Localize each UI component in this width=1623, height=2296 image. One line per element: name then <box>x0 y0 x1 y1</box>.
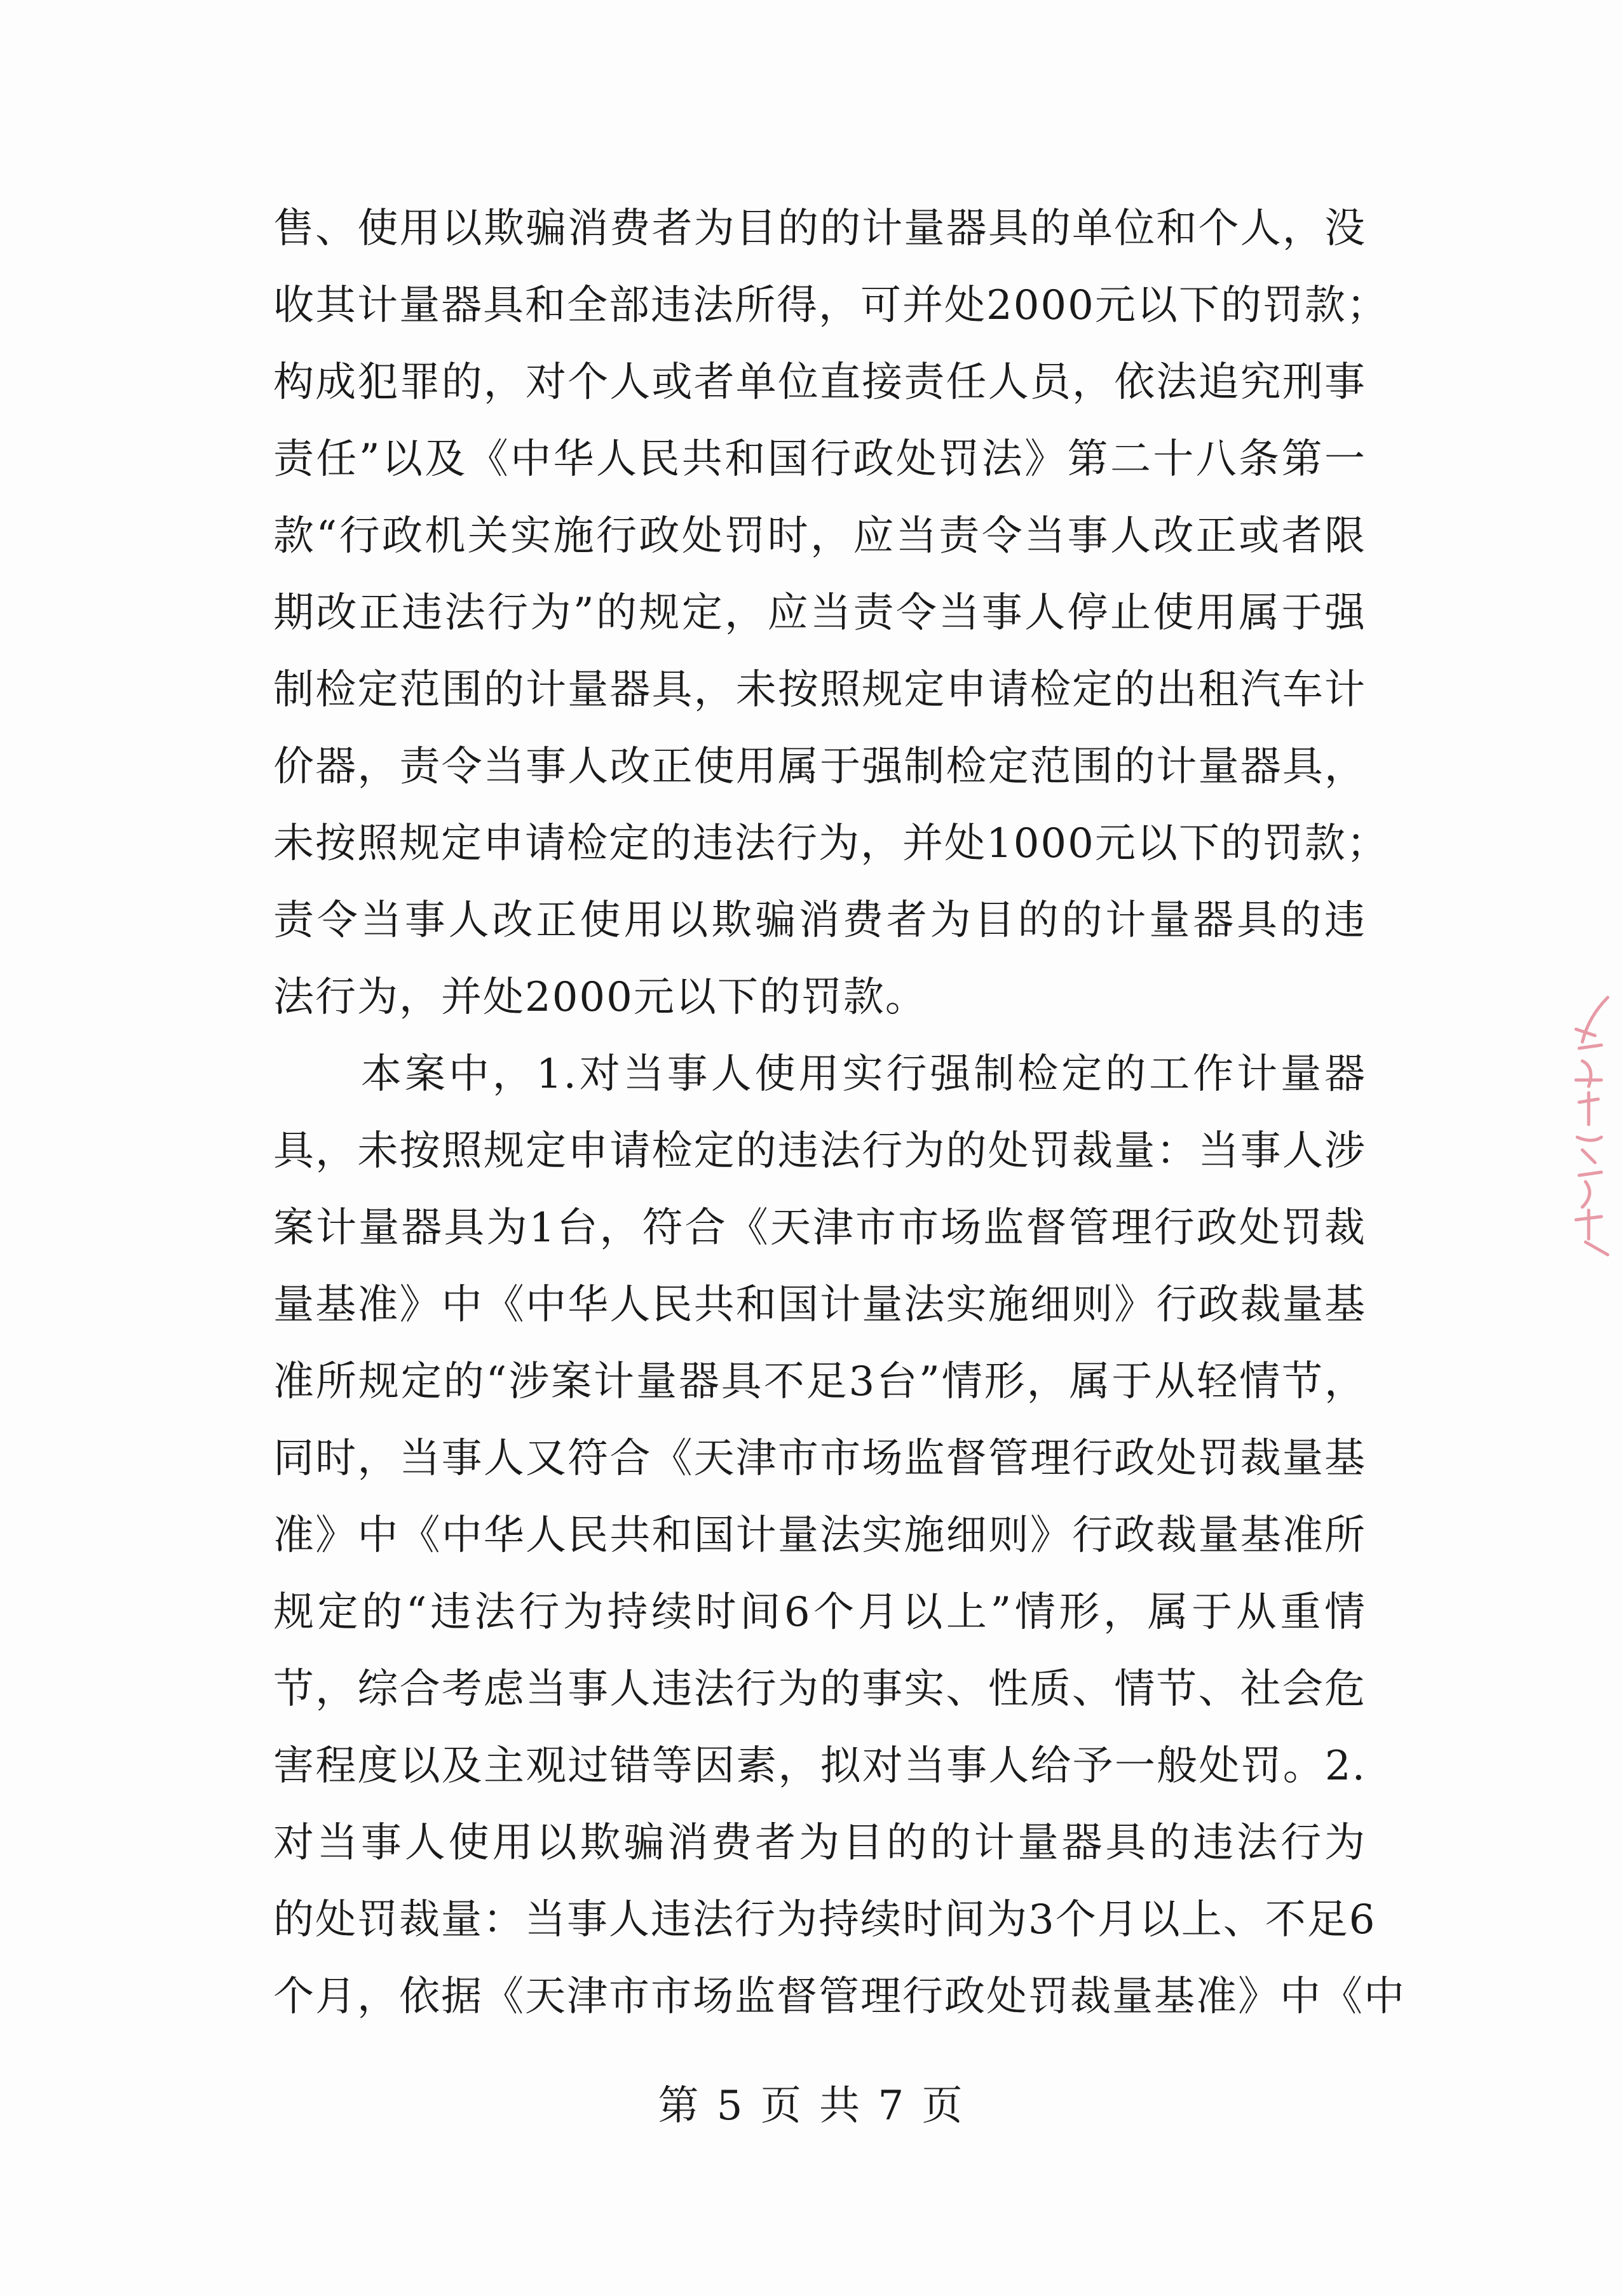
text-line: 对当事人使用以欺骗消费者为目的的计量器具的违法行为 <box>273 1820 1366 1867</box>
text-line: 责任”以及《中华人民共和国行政处罚法》第二十八条第一 <box>273 436 1366 483</box>
text-line: 案计量器具为1台，符合《天津市市场监督管理行政处罚裁 <box>273 1205 1366 1252</box>
text-line: 责令当事人改正使用以欺骗消费者为目的的计量器具的违 <box>273 897 1366 944</box>
text-line: 收其计量器具和全部违法所得，可并处2000元以下的罚款； <box>273 282 1389 329</box>
text-line-paragraph-end: 法行为，并处2000元以下的罚款。 <box>273 974 927 1021</box>
text-line: 的处罚裁量：当事人违法行为持续时间为3个月以上、不足6 <box>273 1896 1376 1943</box>
text-line: 害程度以及主观过错等因素，拟对当事人给予一般处罚。2. <box>273 1743 1366 1790</box>
text-line: 制检定范围的计量器具，未按照规定申请检定的出租汽车计 <box>273 666 1366 713</box>
text-line: 价器，责令当事人改正使用属于强制检定范围的计量器具， <box>273 743 1366 790</box>
text-line: 规定的“违法行为持续时间6个月以上”情形，属于从重情 <box>273 1589 1366 1636</box>
text-line: 构成犯罪的，对个人或者单位直接责任人员，依法追究刑事 <box>273 359 1366 406</box>
text-line: 准》中《中华人民共和国计量法实施细则》行政裁量基准所 <box>273 1512 1366 1559</box>
text-line: 售、使用以欺骗消费者为目的的计量器具的单位和个人，没 <box>273 205 1366 252</box>
text-line-paragraph-start: 本案中，1.对当事人使用实行强制检定的工作计量器 <box>273 1051 1366 1098</box>
text-line: 节，综合考虑当事人违法行为的事实、性质、情节、社会危 <box>273 1666 1366 1713</box>
text-line: 款“行政机关实施行政处罚时，应当责令当事人改正或者限 <box>273 513 1366 560</box>
text-line: 具，未按照规定申请检定的违法行为的处罚裁量：当事人涉 <box>273 1128 1366 1175</box>
document-body <box>273 191 1406 2036</box>
text-line: 未按照规定申请检定的违法行为，并处1000元以下的罚款； <box>273 820 1389 867</box>
text-line: 期改正违法行为”的规定，应当责令当事人停止使用属于强 <box>273 590 1366 637</box>
text-line: 同时，当事人又符合《天津市市场监督管理行政处罚裁量基 <box>273 1435 1366 1482</box>
page-footer: 第 5 页 共 7 页 <box>658 2083 965 2130</box>
text-line: 量基准》中《中华人民共和国计量法实施细则》行政裁量基 <box>273 1281 1366 1328</box>
text-line: 个月，依据《天津市市场监督管理行政处罚裁量基准》中《中 <box>273 1973 1406 2020</box>
seal-stamp-fragment <box>1563 991 1623 1258</box>
text-line: 准所规定的“涉案计量器具不足3台”情形，属于从轻情节， <box>273 1358 1366 1405</box>
seal-stamp-icon <box>1563 991 1623 1258</box>
